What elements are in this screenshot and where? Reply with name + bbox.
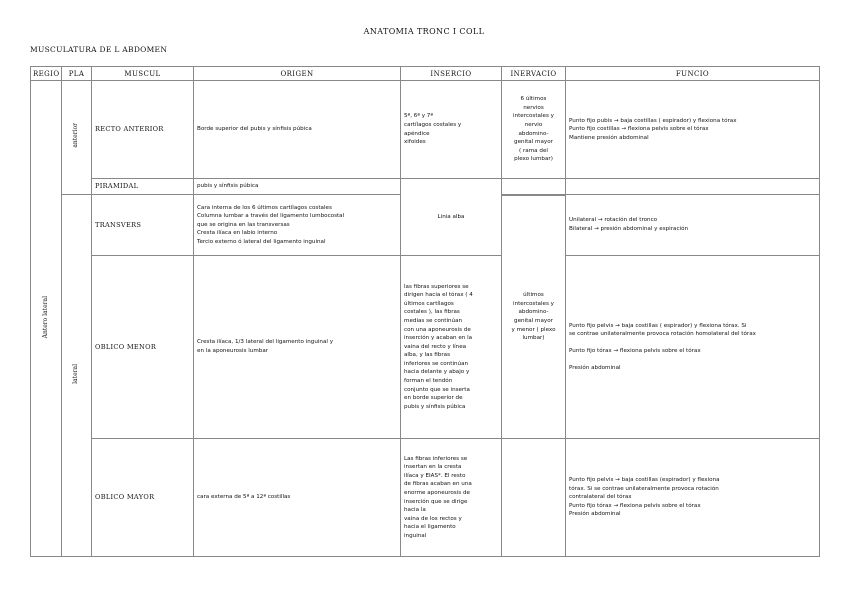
muscle-name: RECTO ANTERIOR [92, 81, 194, 179]
funcio-cell: Punto fijo pubis → baja costillas ( espirador) y flexiona tórax Punto fijo costillas → flexiona pelvis sobre el tórax Mantiene presión abdominal [566, 81, 820, 179]
origen-cell: Cresta ilíaca, 1/3 lateral del ligamento inguinal y en la aponeurosis lumbar [194, 256, 401, 439]
insercio-linia-alba: Linia alba [401, 179, 502, 256]
header-muscul: MUSCUL [92, 67, 194, 81]
header-regio: REGIO [31, 67, 62, 81]
inervacio-cell [502, 179, 566, 195]
header-row [31, 67, 820, 81]
header-funcio: FUNCIO [566, 67, 820, 81]
inervacio-cell [502, 439, 566, 557]
inervacio-cell: últimos intercostales y abdomino- genital mayor y menor ( plexo lumbar) [502, 196, 566, 439]
header-inervacio: INERVACIO [502, 67, 566, 81]
funcio-cell: Punto fijo pelvis → baja costillas ( espirador) y flexiona tórax. Si se contrae unilateralmente provoca rotación homolateral del tórax Punto fijo tórax → flexiona pelvis sobre el tórax Presión abdominal [566, 256, 820, 439]
table-row [31, 256, 820, 439]
pla-anterior-label: anterior [72, 123, 80, 149]
regio-label: Antero lateral [41, 295, 49, 338]
inervacio-cell: 6 últimos nervios intercostales y nervio abdomino- genital mayor ( rama del plexo lumbar) [502, 81, 566, 179]
muscle-name: TRANSVERS [92, 195, 194, 256]
pla-anterior-cell [62, 81, 92, 195]
pla-lateral-cell [62, 195, 92, 557]
origen-cell: pubis y sínfisis púbica [194, 179, 401, 195]
table-row [31, 439, 820, 557]
muscle-name: OBLICO MENOR [92, 256, 194, 439]
insercio-cell: Las fibras inferiores se insertan en la cresta ilíaca y EIAS*. El resto de fibras acaban en una enorme aponeurosis de inserción que se dirige hacia la vaina de los rectos y hacia el ligamento inguinal [401, 439, 502, 557]
header-insercio: INSERCIO [401, 67, 502, 81]
table-row [31, 179, 820, 195]
insercio-cell: 5ª, 6ª y 7ª cartílagos costales y apéndice xifoides [401, 81, 502, 179]
origen-cell: cara externa de 5ª a 12ª costillas [194, 439, 401, 557]
muscle-name: PIRAMIDAL [92, 179, 194, 195]
funcio-cell: Unilateral → rotación del tronco Bilateral → presión abdominal y espiración [566, 195, 820, 256]
origen-cell: Borde superior del pubis y sínfisis púbica [194, 81, 401, 179]
document-title: ANATOMIA TRONC I COLL [363, 27, 485, 36]
funcio-cell: Punto fijo pelvis → baja costillas (espirador) y flexiona tórax. Si se contrae unilateralmente provoca rotación contralateral del tórax Punto fijo tórax → flexiona pelvis sobre el tórax Presión abdominal [566, 439, 820, 557]
insercio-cell: las fibras superiores se dirigen hacia el tórax ( 4 últimos cartílagos costales ), las fibras medias se continúan con una aponeurosis de inserción y acaban en la vaina del recto y línea alba, y las fibras inferiores se continúan hacia delante y abajo y forman el tendón conjunto que se inserta en borde superior de pubis y sínfisis púbica [401, 256, 502, 439]
table-row [31, 81, 820, 179]
origen-cell: Cara interna de los 6 últimos cartílagos costales Columna lumbar a través del ligamento lumbocostal que se origina en las transversas Cresta ilíaca en labio interno Tercio externo ó lateral del ligamento inguinal [194, 195, 401, 256]
section-title: MUSCULATURA DE L ABDOMEN [30, 45, 168, 54]
header-origen: ORIGEN [194, 67, 401, 81]
regio-cell [31, 81, 62, 557]
muscle-name: OBLICO MAYOR [92, 439, 194, 557]
funcio-cell [566, 179, 820, 195]
muscle-table [30, 66, 820, 557]
pla-lateral-label: lateral [72, 363, 80, 384]
header-pla: PLA [62, 67, 92, 81]
